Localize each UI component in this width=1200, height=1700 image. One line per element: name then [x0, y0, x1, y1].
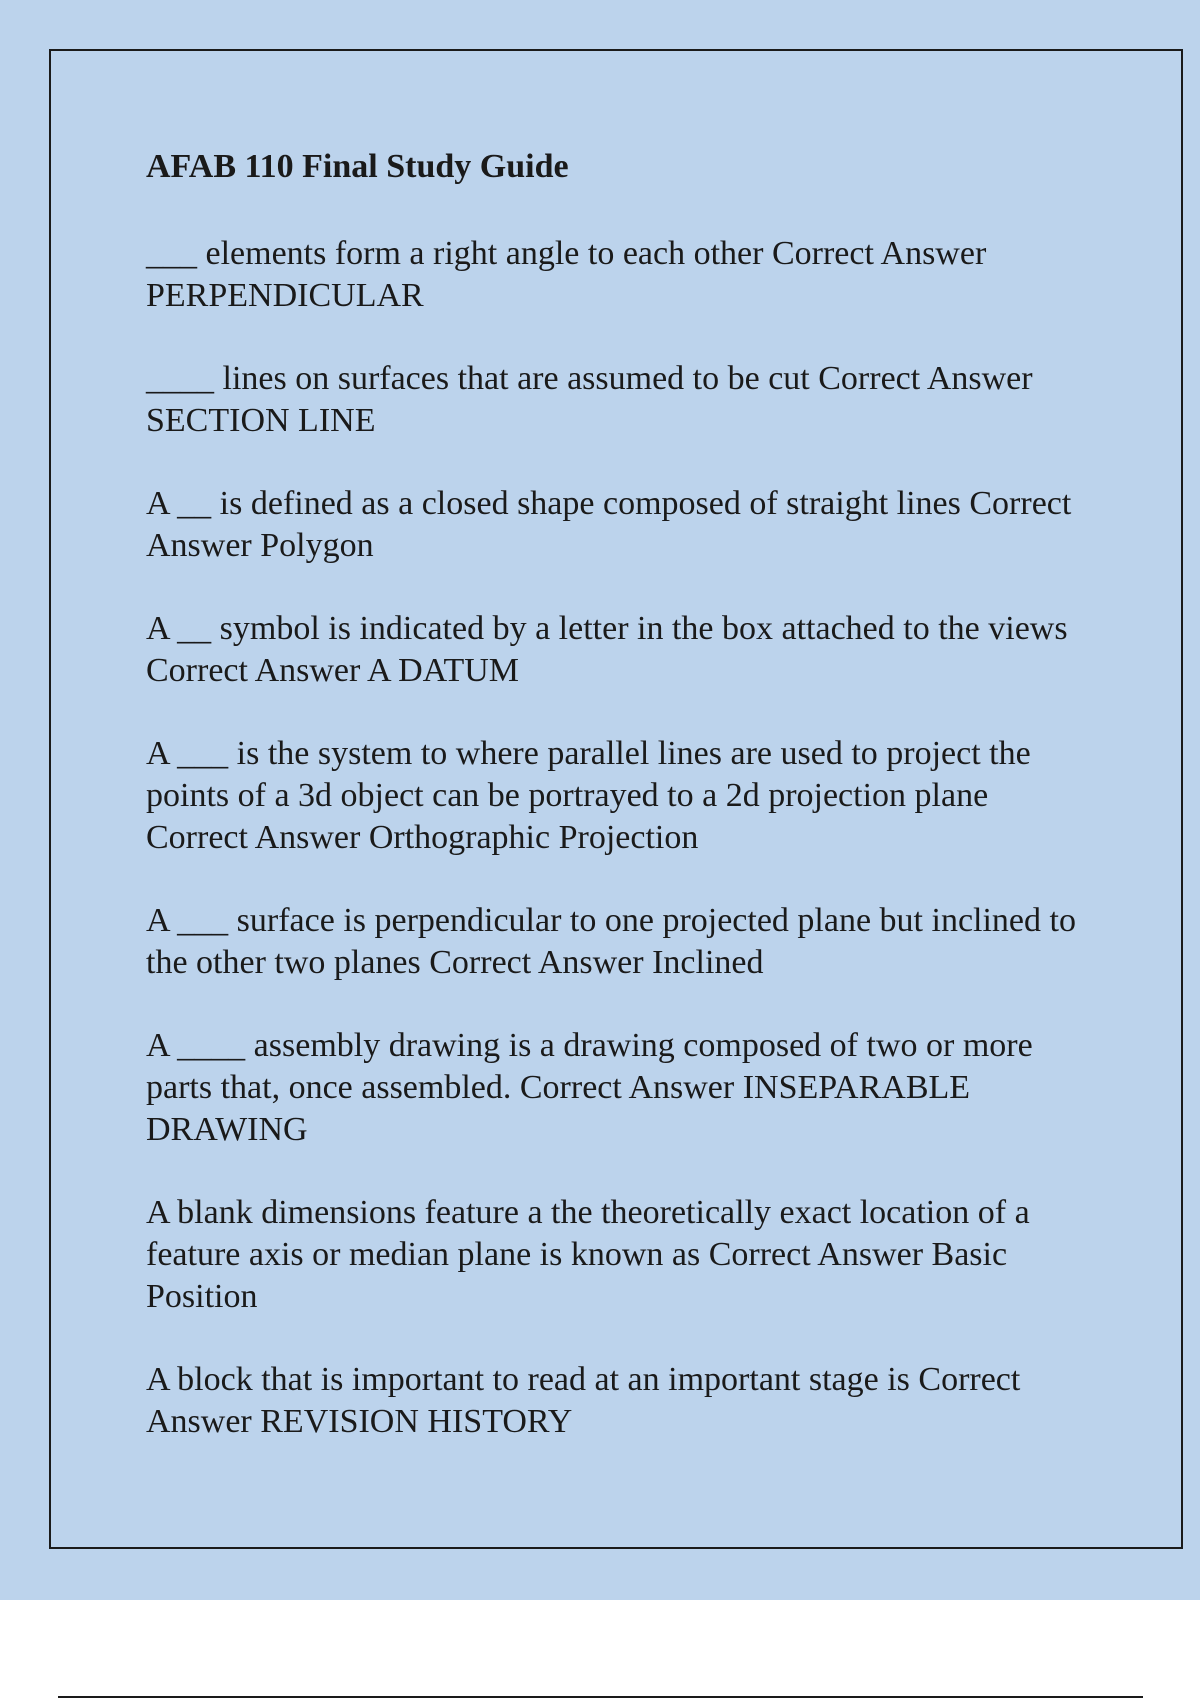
qa-entry: A blank dimensions feature a the theoretically exact location of a feature axis or median plane is known as Correct Answer Basic Position [146, 1194, 1030, 1315]
footer-divider [58, 1696, 1143, 1698]
qa-entry: A __ is defined as a closed shape composed of straight lines Correct Answer Polygon [146, 485, 1072, 564]
qa-entry: ___ elements form a right angle to each other Correct Answer PERPENDICULAR [146, 235, 987, 314]
document-title: AFAB 110 Final Study Guide [146, 148, 569, 185]
document-content [146, 140, 1076, 1484]
qa-entry: A ___ is the system to where parallel lines are used to project the points of a 3d object can be portrayed to a 2d projection plane Correct Answer Orthographic Projection [146, 735, 1031, 856]
qa-entry: A ____ assembly drawing is a drawing composed of two or more parts that, once assembled. Correct Answer INSEPARABLE DRAWING [146, 1027, 1033, 1148]
qa-entry: ____ lines on surfaces that are assumed to be cut Correct Answer SECTION LINE [146, 360, 1033, 439]
qa-entry: A ___ surface is perpendicular to one projected plane but inclined to the other two planes Correct Answer Inclined [146, 902, 1076, 981]
qa-entry: A block that is important to read at an important stage is Correct Answer REVISION HISTORY [146, 1361, 1021, 1440]
qa-entry: A __ symbol is indicated by a letter in the box attached to the views Correct Answer A DATUM [146, 610, 1068, 689]
